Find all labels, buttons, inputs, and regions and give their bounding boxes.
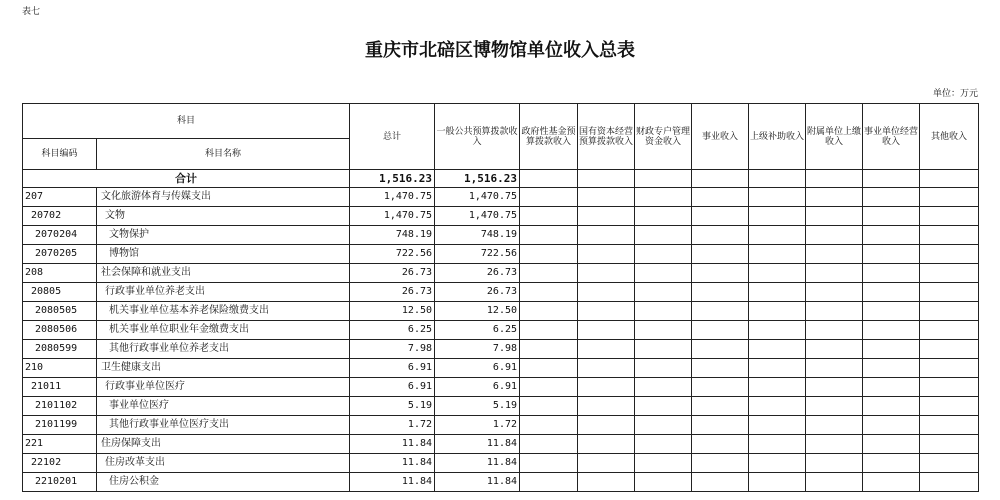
- empty-cell: [863, 454, 920, 473]
- subject-name: 机关事业单位基本养老保险缴费支出: [97, 302, 350, 321]
- subject-code: 210: [23, 359, 97, 378]
- empty-cell: [806, 283, 863, 302]
- empty-cell: [520, 378, 578, 397]
- empty-cell: [635, 321, 692, 340]
- subject-code: 20805: [23, 283, 97, 302]
- table-row: [23, 245, 979, 264]
- empty-cell: [578, 473, 635, 492]
- empty-cell: [863, 416, 920, 435]
- empty-cell: [863, 321, 920, 340]
- table-row: [23, 340, 979, 359]
- row-total: 1,470.75: [350, 207, 435, 226]
- empty-cell: [692, 302, 749, 321]
- empty-cell: [920, 454, 979, 473]
- empty-cell: [692, 359, 749, 378]
- empty-cell: [578, 207, 635, 226]
- empty-cell: [806, 340, 863, 359]
- empty-cell: [635, 416, 692, 435]
- row-total: 6.91: [350, 359, 435, 378]
- empty-cell: [863, 378, 920, 397]
- empty-cell: [578, 226, 635, 245]
- row-general-budget: 1,470.75: [435, 188, 520, 207]
- subject-name: 住房改革支出: [97, 454, 350, 473]
- table-number: 表七: [22, 7, 41, 17]
- row-total: 11.84: [350, 454, 435, 473]
- empty-cell: [520, 359, 578, 378]
- unit-label: 单位：万元: [932, 89, 978, 99]
- empty-cell: [578, 397, 635, 416]
- empty-cell: [692, 397, 749, 416]
- empty-cell: [520, 321, 578, 340]
- subject-code: 2080505: [23, 302, 97, 321]
- empty-cell: [692, 340, 749, 359]
- subject-name: 社会保障和就业支出: [97, 264, 350, 283]
- subject-code: 2101102: [23, 397, 97, 416]
- row-total: 26.73: [350, 264, 435, 283]
- empty-cell: [749, 264, 806, 283]
- row-total: 1.72: [350, 416, 435, 435]
- table-row: [23, 302, 979, 321]
- empty-cell: [692, 245, 749, 264]
- empty-cell: [920, 283, 979, 302]
- row-general-budget: 748.19: [435, 226, 520, 245]
- empty-cell: [806, 416, 863, 435]
- empty-cell: [806, 397, 863, 416]
- empty-cell: [520, 264, 578, 283]
- empty-cell: [863, 188, 920, 207]
- subject-code: 2070205: [23, 245, 97, 264]
- header-other-income: 其他收入: [920, 104, 979, 170]
- row-general-budget: 11.84: [435, 454, 520, 473]
- empty-cell: [578, 340, 635, 359]
- empty-cell: [635, 340, 692, 359]
- empty-cell: [749, 207, 806, 226]
- empty-cell: [635, 264, 692, 283]
- subject-code: 20702: [23, 207, 97, 226]
- empty-cell: [749, 378, 806, 397]
- empty-cell: [578, 359, 635, 378]
- empty-cell: [692, 188, 749, 207]
- empty-cell: [749, 435, 806, 454]
- subject-code: 2210201: [23, 473, 97, 492]
- empty-cell: [520, 226, 578, 245]
- row-general-budget: 26.73: [435, 264, 520, 283]
- total-general-budget: 1,516.23: [435, 170, 520, 188]
- subject-name: 机关事业单位职业年金缴费支出: [97, 321, 350, 340]
- empty-cell: [863, 397, 920, 416]
- subject-name: 其他行政事业单位养老支出: [97, 340, 350, 359]
- row-total: 7.98: [350, 340, 435, 359]
- subject-name: 行政事业单位医疗: [97, 378, 350, 397]
- empty-cell: [863, 283, 920, 302]
- subject-name: 事业单位医疗: [97, 397, 350, 416]
- empty-cell: [749, 302, 806, 321]
- empty-cell: [749, 473, 806, 492]
- subject-name: 文物: [97, 207, 350, 226]
- empty-cell: [863, 226, 920, 245]
- empty-cell: [520, 397, 578, 416]
- empty-cell: [578, 416, 635, 435]
- header-business-income: 事业收入: [692, 104, 749, 170]
- row-general-budget: 7.98: [435, 340, 520, 359]
- table-row: [23, 321, 979, 340]
- empty-cell: [692, 207, 749, 226]
- empty-cell: [806, 473, 863, 492]
- subject-code: 2080506: [23, 321, 97, 340]
- empty-cell: [806, 207, 863, 226]
- empty-cell: [749, 321, 806, 340]
- empty-cell: [806, 359, 863, 378]
- empty-cell: [749, 397, 806, 416]
- empty-cell: [749, 416, 806, 435]
- empty-cell: [635, 378, 692, 397]
- empty-cell: [692, 321, 749, 340]
- table-row: [23, 207, 979, 226]
- empty-cell: [749, 359, 806, 378]
- empty-cell: [749, 188, 806, 207]
- empty-cell: [863, 245, 920, 264]
- empty-cell: [578, 264, 635, 283]
- subject-code: 208: [23, 264, 97, 283]
- header-operating-income: 事业单位经营收入: [863, 104, 920, 170]
- row-total: 11.84: [350, 473, 435, 492]
- empty-cell: [520, 283, 578, 302]
- empty-cell: [863, 340, 920, 359]
- empty-cell: [920, 397, 979, 416]
- empty-cell: [520, 473, 578, 492]
- subject-name: 卫生健康支出: [97, 359, 350, 378]
- empty-cell: [692, 264, 749, 283]
- table-row: [23, 226, 979, 245]
- empty-cell: [578, 283, 635, 302]
- table-row: [23, 264, 979, 283]
- empty-cell: [635, 397, 692, 416]
- row-total: 5.19: [350, 397, 435, 416]
- empty-cell: [635, 473, 692, 492]
- empty-cell: [749, 226, 806, 245]
- empty-cell: [692, 416, 749, 435]
- empty-cell: [692, 226, 749, 245]
- empty-cell: [749, 454, 806, 473]
- empty-cell: [520, 188, 578, 207]
- row-total: 722.56: [350, 245, 435, 264]
- subject-code: 207: [23, 188, 97, 207]
- row-general-budget: 26.73: [435, 283, 520, 302]
- row-total: 6.91: [350, 378, 435, 397]
- empty-cell: [635, 435, 692, 454]
- empty-cell: [635, 283, 692, 302]
- row-general-budget: 1.72: [435, 416, 520, 435]
- empty-cell: [920, 226, 979, 245]
- table-row: [23, 435, 979, 454]
- row-total: 12.50: [350, 302, 435, 321]
- row-total: 11.84: [350, 435, 435, 454]
- header-state-capital: 国有资本经营预算拨款收入: [578, 104, 635, 170]
- empty-cell: [863, 359, 920, 378]
- empty-cell: [806, 245, 863, 264]
- header-superior-subsidy: 上级补助收入: [749, 104, 806, 170]
- empty-cell: [920, 416, 979, 435]
- total-label: 合计: [23, 170, 350, 188]
- header-affiliated-income: 附属单位上缴收入: [806, 104, 863, 170]
- empty-cell: [635, 245, 692, 264]
- row-general-budget: 5.19: [435, 397, 520, 416]
- income-summary-table: [22, 103, 979, 492]
- empty-cell: [806, 378, 863, 397]
- table-row: [23, 188, 979, 207]
- header-fiscal-special: 财政专户管理资金收入: [635, 104, 692, 170]
- subject-name: 文物保护: [97, 226, 350, 245]
- empty-cell: [920, 245, 979, 264]
- row-total: 1,470.75: [350, 188, 435, 207]
- empty-cell: [806, 321, 863, 340]
- empty-cell: [863, 435, 920, 454]
- empty-cell: [806, 454, 863, 473]
- empty-cell: [692, 283, 749, 302]
- subject-name: 行政事业单位养老支出: [97, 283, 350, 302]
- empty-cell: [692, 435, 749, 454]
- subject-code: 2070204: [23, 226, 97, 245]
- total-row: [23, 170, 979, 188]
- header-gov-fund: 政府性基金预算拨款收入: [520, 104, 578, 170]
- empty-cell: [635, 359, 692, 378]
- total-sum: 1,516.23: [350, 170, 435, 188]
- row-general-budget: 6.25: [435, 321, 520, 340]
- row-total: 6.25: [350, 321, 435, 340]
- table-row: [23, 416, 979, 435]
- empty-cell: [920, 188, 979, 207]
- empty-cell: [578, 302, 635, 321]
- subject-code: 22102: [23, 454, 97, 473]
- subject-code: 2080599: [23, 340, 97, 359]
- empty-cell: [920, 435, 979, 454]
- empty-cell: [578, 435, 635, 454]
- empty-cell: [920, 207, 979, 226]
- empty-cell: [635, 207, 692, 226]
- row-general-budget: 6.91: [435, 359, 520, 378]
- row-general-budget: 11.84: [435, 435, 520, 454]
- subject-name: 其他行政事业单位医疗支出: [97, 416, 350, 435]
- header-total: 总计: [350, 104, 435, 170]
- empty-cell: [692, 473, 749, 492]
- subject-name: 住房保障支出: [97, 435, 350, 454]
- empty-cell: [863, 264, 920, 283]
- empty-cell: [578, 378, 635, 397]
- table-row: [23, 397, 979, 416]
- empty-cell: [920, 359, 979, 378]
- empty-cell: [806, 188, 863, 207]
- empty-cell: [520, 245, 578, 264]
- empty-cell: [578, 245, 635, 264]
- empty-cell: [520, 207, 578, 226]
- empty-cell: [863, 302, 920, 321]
- empty-cell: [806, 264, 863, 283]
- row-general-budget: 12.50: [435, 302, 520, 321]
- header-general-budget: 一般公共预算拨款收入: [435, 104, 520, 170]
- empty-cell: [920, 264, 979, 283]
- empty-cell: [520, 340, 578, 359]
- empty-cell: [635, 188, 692, 207]
- row-general-budget: 722.56: [435, 245, 520, 264]
- row-general-budget: 11.84: [435, 473, 520, 492]
- header-subject-name: 科目名称: [97, 139, 350, 170]
- empty-cell: [920, 302, 979, 321]
- empty-cell: [520, 302, 578, 321]
- row-total: 26.73: [350, 283, 435, 302]
- row-general-budget: 1,470.75: [435, 207, 520, 226]
- table-row: [23, 378, 979, 397]
- subject-name: 文化旅游体育与传媒支出: [97, 188, 350, 207]
- subject-name: 住房公积金: [97, 473, 350, 492]
- empty-cell: [692, 378, 749, 397]
- table-row: [23, 454, 979, 473]
- empty-cell: [578, 454, 635, 473]
- empty-cell: [920, 473, 979, 492]
- empty-cell: [749, 340, 806, 359]
- empty-cell: [749, 245, 806, 264]
- empty-cell: [920, 340, 979, 359]
- subject-code: 221: [23, 435, 97, 454]
- empty-cell: [520, 416, 578, 435]
- empty-cell: [692, 454, 749, 473]
- row-general-budget: 6.91: [435, 378, 520, 397]
- empty-cell: [578, 321, 635, 340]
- empty-cell: [920, 378, 979, 397]
- table-row: [23, 473, 979, 492]
- empty-cell: [806, 302, 863, 321]
- empty-cell: [635, 454, 692, 473]
- subject-code: 2101199: [23, 416, 97, 435]
- empty-cell: [920, 321, 979, 340]
- empty-cell: [520, 435, 578, 454]
- empty-cell: [635, 226, 692, 245]
- table-row: [23, 283, 979, 302]
- subject-code: 21011: [23, 378, 97, 397]
- empty-cell: [749, 283, 806, 302]
- page-title: 重庆市北碚区博物馆单位收入总表: [365, 40, 635, 61]
- table-row: [23, 359, 979, 378]
- header-subject-code: 科目编码: [23, 139, 97, 170]
- empty-cell: [863, 473, 920, 492]
- empty-cell: [806, 435, 863, 454]
- header-subject: 科目: [23, 104, 350, 139]
- row-total: 748.19: [350, 226, 435, 245]
- empty-cell: [520, 454, 578, 473]
- empty-cell: [578, 188, 635, 207]
- empty-cell: [863, 207, 920, 226]
- empty-cell: [635, 302, 692, 321]
- subject-name: 博物馆: [97, 245, 350, 264]
- empty-cell: [806, 226, 863, 245]
